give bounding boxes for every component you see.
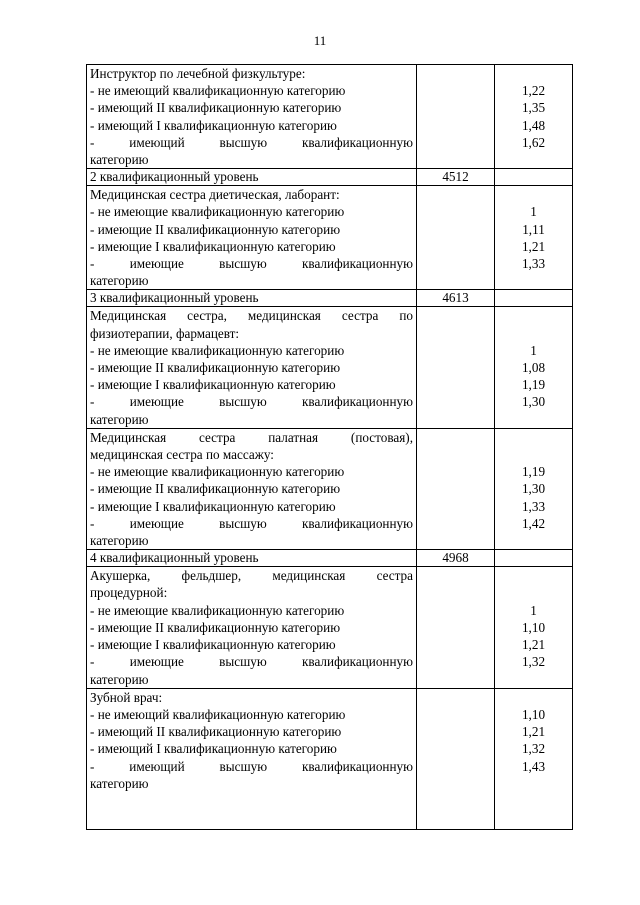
position-title: Медицинская сестра, медицинская сестра по [90, 308, 413, 324]
position-title: Зубной врач: [90, 689, 163, 705]
category-line-continuation: категорию [90, 671, 149, 687]
category-line: - имеющие II квалификационную категорию [90, 360, 341, 376]
category-line: - имеющие I квалификационную категорию [90, 498, 336, 514]
coefficient-cell [495, 428, 573, 549]
coefficient: 1,22 [521, 83, 546, 99]
coefficient: 1,30 [521, 394, 546, 410]
coefficient-cell [495, 688, 573, 829]
category-line: - имеющие высшую квалификационную [90, 256, 413, 272]
coefficient-cell [495, 290, 573, 307]
coefficient: 1,62 [521, 134, 546, 150]
category-line: - имеющие I квалификационную категорию [90, 377, 336, 393]
category-line-continuation: категорию [90, 775, 149, 791]
category-line: - имеющие II квалификационную категорию [90, 619, 341, 635]
position-title: Медицинская сестра палатная (постовая), [90, 429, 413, 445]
category-line: - не имеющие квалификационную категорию [90, 602, 345, 618]
table-row [87, 186, 573, 290]
coefficient: 1,30 [521, 481, 546, 497]
coefficient: 1,32 [521, 741, 546, 757]
category-line: - имеющий высшую квалификационную [90, 134, 413, 150]
coefficient: 1,43 [521, 758, 546, 774]
position-title-continuation: медицинская сестра по массажу: [90, 447, 274, 463]
coefficient: 1,33 [521, 256, 546, 272]
category-line: - имеющие высшую квалификационную [90, 654, 413, 670]
coefficient-cell [495, 169, 573, 186]
salary-cell [417, 307, 495, 428]
coefficient: 1 [530, 602, 537, 618]
category-line: - имеющие высшую квалификационную [90, 515, 413, 531]
category-line-continuation: категорию [90, 411, 149, 427]
coefficient: 1,21 [521, 238, 546, 254]
table-row [87, 428, 573, 549]
table-row [87, 169, 573, 186]
position-title: Инструктор по лечебной физкультуре: [90, 66, 306, 81]
salary-cell [417, 65, 495, 169]
coefficient: 1,08 [521, 360, 546, 376]
salary-cell [417, 428, 495, 549]
position-description [87, 65, 417, 169]
coefficient: 1,11 [522, 221, 545, 237]
salary-cell: 4512 [417, 169, 495, 186]
salary-cell: 4968 [417, 550, 495, 567]
category-line: - имеющие I квалификационную категорию [90, 238, 336, 254]
coefficient: 1,33 [521, 498, 546, 514]
coefficient: 1,10 [521, 619, 546, 635]
category-line: - имеющие I квалификационную категорию [90, 637, 336, 653]
coefficient: 1,48 [521, 117, 546, 133]
table-row [87, 290, 573, 307]
position-title: Акушерка, фельдшер, медицинская сестра [90, 568, 413, 584]
position-description [87, 428, 417, 549]
category-line: - имеющий I квалификационную категорию [90, 117, 337, 133]
salary-cell [417, 186, 495, 290]
position-description [87, 567, 417, 688]
salary-cell: 4613 [417, 290, 495, 307]
category-line: - имеющие высшую квалификационную [90, 394, 413, 410]
coefficient: 1 [530, 204, 537, 220]
page-number: 11 [313, 33, 327, 48]
salary-cell [417, 567, 495, 688]
table-row [87, 550, 573, 567]
position-description [87, 307, 417, 428]
category-line: - имеющий I квалификационную категорию [90, 741, 337, 757]
qualification-table [86, 64, 573, 830]
category-line: - имеющий высшую квалификационную [90, 758, 413, 774]
level-label: 4 квалификационный уровень [87, 550, 417, 567]
coefficient-cell [495, 567, 573, 688]
category-line: - имеющие II квалификационную категорию [90, 221, 341, 237]
level-label: 2 квалификационный уровень [87, 169, 417, 186]
coefficient-cell [495, 186, 573, 290]
table-row [87, 688, 573, 829]
position-title-continuation: процедурной: [90, 585, 168, 601]
coefficient-cell [495, 65, 573, 169]
position-description [87, 688, 417, 829]
salary-cell [417, 688, 495, 829]
coefficient: 1,19 [521, 464, 546, 480]
category-line: - не имеющие квалификационную категорию [90, 342, 345, 358]
coefficient-cell [495, 550, 573, 567]
category-line-continuation: категорию [90, 152, 149, 168]
coefficient: 1,19 [521, 377, 546, 393]
coefficient: 1,21 [521, 637, 546, 653]
table-row [87, 65, 573, 169]
coefficient: 1,35 [521, 100, 546, 116]
category-line: - имеющий II квалификационную категорию [90, 100, 342, 116]
coefficient: 1 [530, 342, 537, 358]
category-line: - не имеющие квалификационную категорию [90, 204, 345, 220]
coefficient-cell [495, 307, 573, 428]
coefficient: 1,42 [521, 515, 546, 531]
category-line: - не имеющий квалификационную категорию [90, 706, 346, 722]
level-label: 3 квалификационный уровень [87, 290, 417, 307]
category-line: - имеющий II квалификационную категорию [90, 724, 342, 740]
position-title-continuation: физиотерапии, фармацевт: [90, 325, 240, 341]
table-row [87, 567, 573, 688]
category-line-continuation: категорию [90, 533, 149, 549]
table-row [87, 307, 573, 428]
category-line: - имеющие II квалификационную категорию [90, 481, 341, 497]
coefficient: 1,32 [521, 654, 546, 670]
coefficient: 1,21 [521, 724, 546, 740]
position-description [87, 186, 417, 290]
category-line: - не имеющие квалификационную категорию [90, 464, 345, 480]
category-line: - не имеющий квалификационную категорию [90, 83, 346, 99]
category-line-continuation: категорию [90, 273, 149, 289]
position-title: Медицинская сестра диетическая, лаборант: [90, 187, 340, 203]
coefficient: 1,10 [521, 706, 546, 722]
